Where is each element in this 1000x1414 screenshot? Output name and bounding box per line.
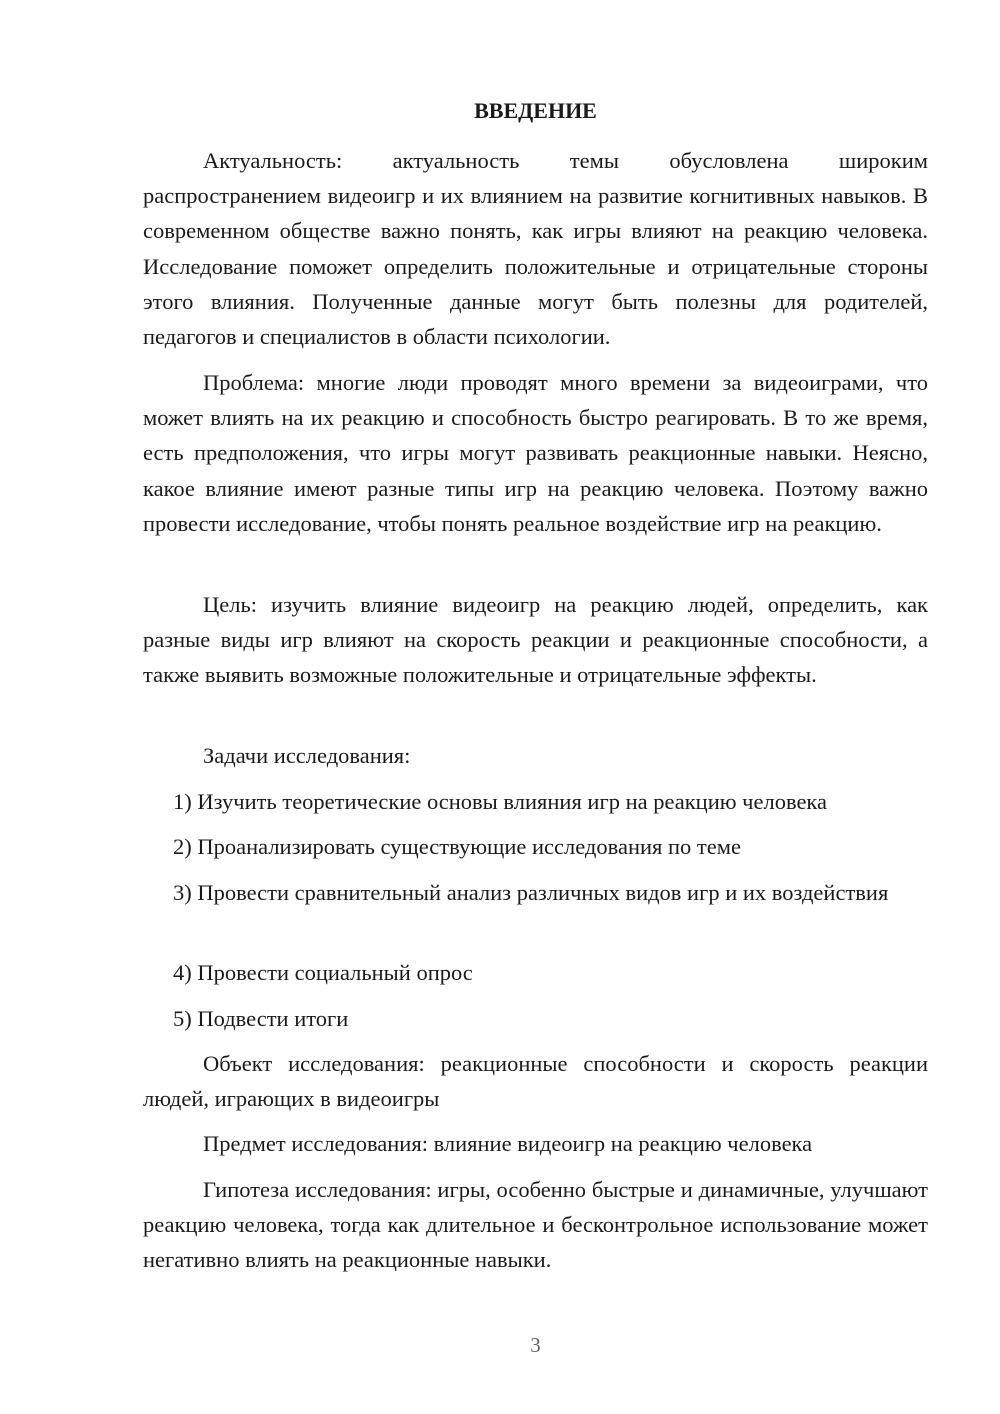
- task-item-1: 1) Изучить теоретические основы влияния игр на реакцию человека: [173, 789, 828, 814]
- tasks-title: Задачи исследования:: [203, 743, 411, 768]
- goal-paragraph: Цель: изучить влияние видеоигр на реакцию людей, определить, как разные виды игр влияют на скорость реакции и реакционные способности, а также выявить возможные положительные и отрицательные эффекты.: [143, 592, 928, 688]
- subject-paragraph: Предмет исследования: влияние видеоигр на реакцию человека: [203, 1131, 813, 1156]
- document-page: [143, 0, 928, 1414]
- hypothesis-paragraph: Гипотеза исследования: игры, особенно быстрые и динамичные, улучшают реакцию человека, тогда как длительное и бесконтрольное использование может негативно влиять на реакционные навыки.: [143, 1177, 928, 1273]
- page-number: 3: [530, 1333, 541, 1357]
- section-heading: ВВЕДЕНИЕ: [474, 98, 597, 123]
- relevance-paragraph: Актуальность: актуальность темы обусловлена широким распространением видеоигр и их влиянием на развитие когнитивных навыков. В современном обществе важно понять, как игры влияют на реакцию человека. Исследование поможет определить положительные и отрицательные стороны этого влияния. Полученные данные могут быть полезны для родителей, педагогов и специалистов в области психологии.: [143, 148, 928, 350]
- task-item-2: 2) Проанализировать существующие исследования по теме: [173, 834, 741, 859]
- task-item-3: 3) Провести сравнительный анализ различных видов игр и их воздействия: [173, 880, 889, 905]
- task-item-5: 5) Подвести итоги: [173, 1006, 349, 1031]
- problem-paragraph: Проблема: многие люди проводят много времени за видеоиграми, что может влиять на их реакцию и способность быстро реагировать. В то же время, есть предположения, что игры могут развивать реакционные навыки. Неясно, какое влияние имеют разные типы игр на реакцию человека. Поэтому важно провести исследование, чтобы понять реальное воздействие игр на реакцию.: [143, 370, 928, 536]
- object-paragraph: Объект исследования: реакционные способности и скорость реакции людей, играющих в видеоигры: [143, 1051, 928, 1112]
- task-item-4: 4) Провести социальный опрос: [173, 960, 473, 985]
